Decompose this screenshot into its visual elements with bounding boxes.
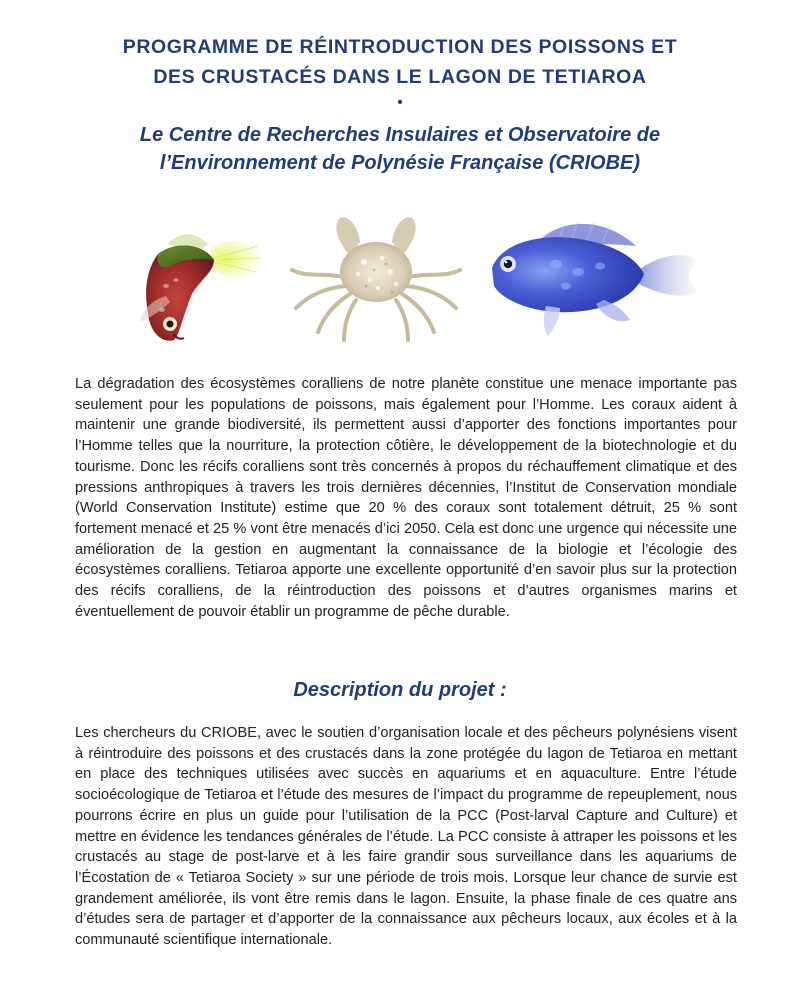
page-subtitle <box>80 121 720 177</box>
subtitle-line-1: Le Centre de Recherches Insulaires et Observatoire de <box>139 124 661 146</box>
damselfish-icon <box>486 216 702 340</box>
page-title <box>60 32 740 92</box>
wrasse-fish-icon <box>118 214 268 349</box>
title-line-1: PROGRAMME DE RÉINTRODUCTION DES POISSONS ET <box>122 36 678 58</box>
section-heading: Description du projet : <box>293 679 507 701</box>
title-separator: • <box>397 94 403 111</box>
illustration-row <box>0 210 800 350</box>
project-description-paragraph: Les chercheurs du CRIOBE, avec le soutien d’organisation locale et des pêcheurs polynésiens visent à réintroduire des poissons et des crustacés dans la zone protégée du lagon de Tetiaroa en mettant en place des techniques utilisées avec succès en aquariums et en aquaculture. Entre l’étude socioécologique de Tetiaroa et l’étude des mesures de l’impact du programme de repeuplement, nous pourrons écrire en plus un guide pour l’utilisation de la PCC (Post-larval Capture and Culture) et mettre en évidence les tendances générales de l’étude. La PCC consiste à attraper les poissons et les crustacés au stage de post-larve et à les faire grandir sous surveillance dans les aquariums de l’Écostation de « Tetiaroa Society » sur une période de trois mois. Lorsque leur chance de survie est grandement améliorée, ils vont être remis dans le lagon. Ensuite, la phase finale de ces quatre ans d’études sera de partager et d’apporter de la connaissance aux pêcheurs locaux, aux écoles et à la communauté scientifique internationale. <box>75 725 737 949</box>
title-line-2: DES CRUSTACÉS DANS LE LAGON DE TETIAROA <box>153 66 647 88</box>
intro-paragraph: La dégradation des écosystèmes coralliens de notre planète constitue une menace importante pas seulement pour les populations de poissons, mais également pour l’Homme. Les coraux aident à maintenir une grande biodiversité, ils permettent aussi d’apporter des fonctions importantes pour l’Homme telles que la nourriture, la protection côtière, le développement de la biotechnologie et du tourisme. Donc les récifs coralliens sont très concernés à propos du réchauffement climatique et des pressions anthropiques à travers les trois dernières décennies, l’Institut de Conservation mondiale (World Conservation Institute) estime que 20 % des coraux sont totalement détruit, 25 % sont fortement menacé et 25 % vont être menacés d’ici 2050. Cela est donc une urgence qui nécessite une amélioration de la gestion en augmentant la connaissance de la biologie et l’écologie des écosystèmes coralliens. Tetiaroa apporte une excellente opportunité d’en savoir plus sur la protection des récifs coralliens, de la réintroduction des poissons et d’autres organismes marins et éventuellement de pouvoir établir un programme de pêche durable. <box>75 376 737 620</box>
subtitle-line-2: l’Environnement de Polynésie Française (CRIOBE) <box>159 152 641 174</box>
crab-icon <box>278 212 474 344</box>
